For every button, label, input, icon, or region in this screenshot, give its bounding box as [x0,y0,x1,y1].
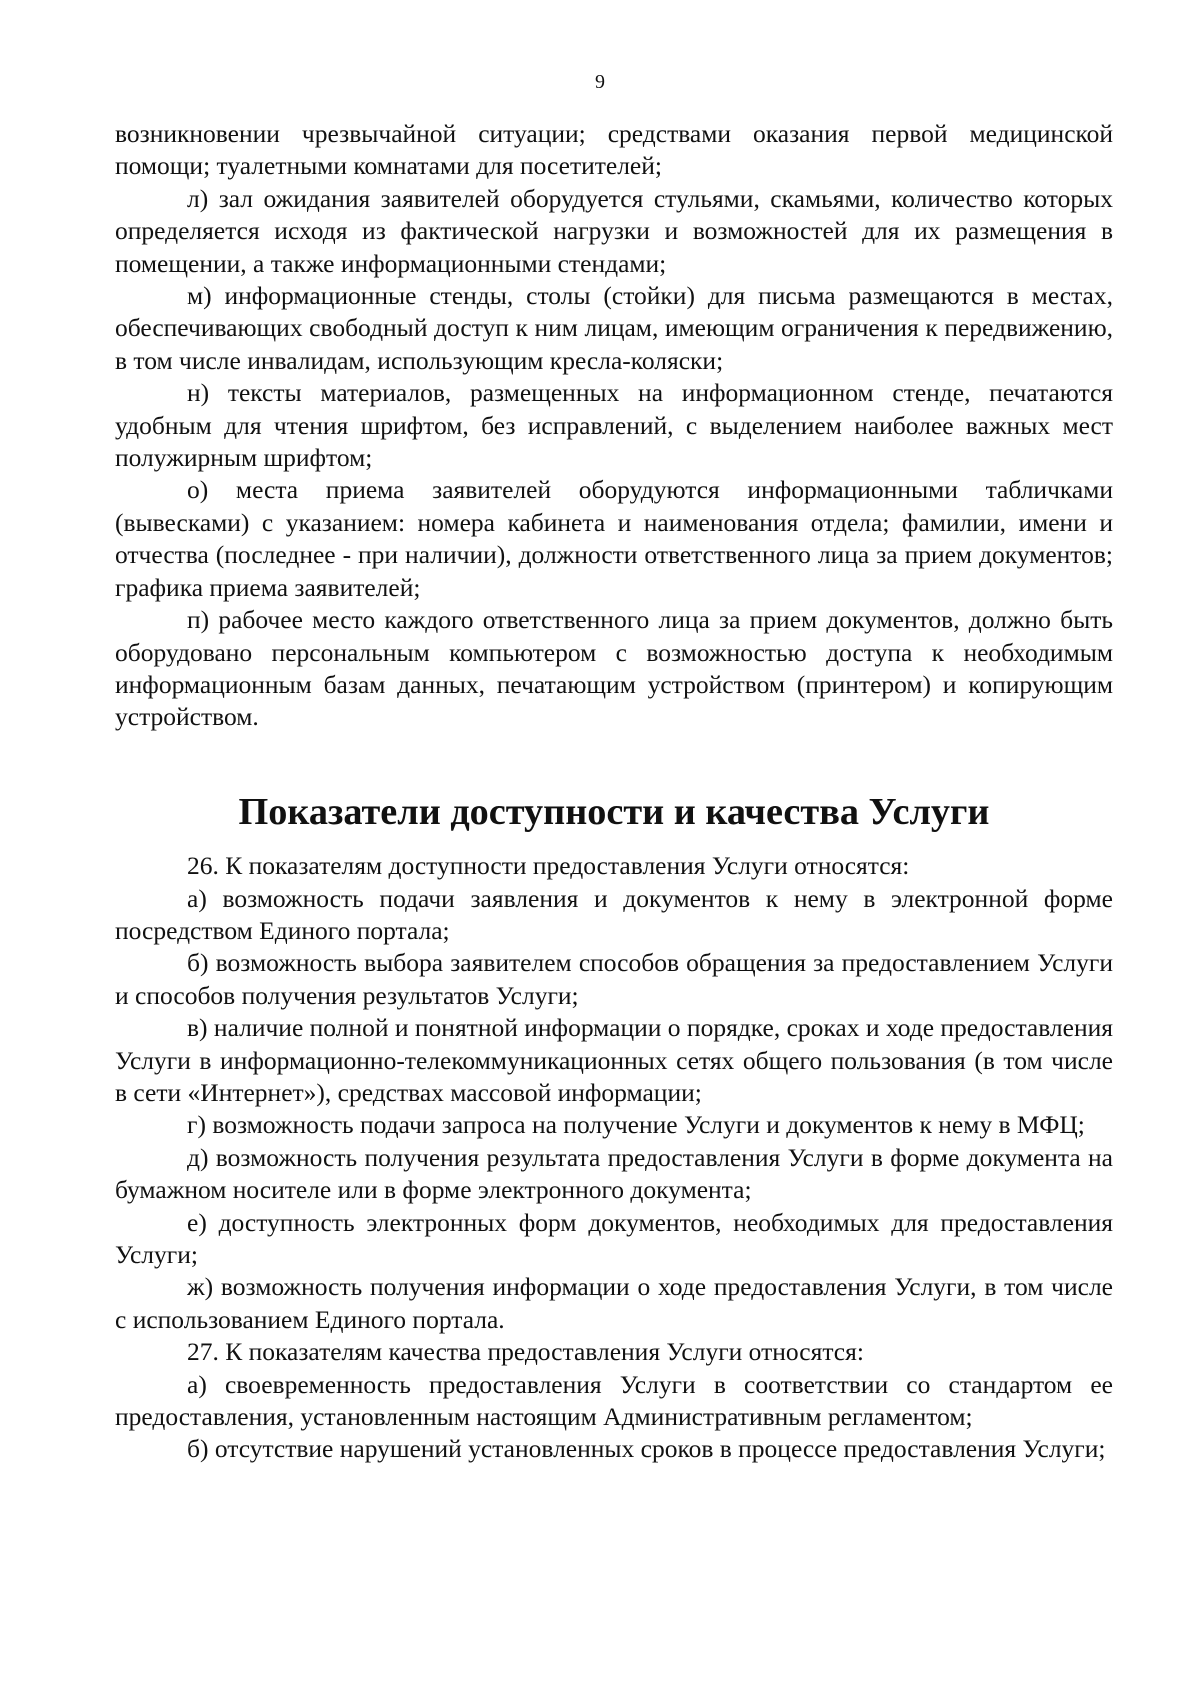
paragraph-item-n: н) тексты материалов, размещенных на информационном стенде, печатаются удобным для чтения шрифтом, без исправлений, с выделением наиболее важных мест полужирным шрифтом; [115,378,1113,473]
paragraph-item-zh: ж) возможность получения информации о ходе предоставления Услуги, в том числе с использованием Единого портала. [115,1272,1113,1334]
paragraph-item-a: а) своевременность предоставления Услуги в соответствии со стандартом ее предоставления, установленным настоящим Административным регламентом; [115,1369,1113,1432]
paragraph-item-d: д) возможность получения результата предоставления Услуги в форме документа на бумажном носителе или в форме электронного документа; [115,1142,1113,1205]
spacer [115,734,1113,796]
paragraph-item-p: п) рабочее место каждого ответственного лица за прием документов, должно быть оборудовано персональным компьютером с возможностью доступа к необходимым информационным базам данных, печатающим устройством (принтером) и копирующим устройством. [115,605,1113,732]
document-body [115,118,1113,1466]
paragraph-item-l: л) зал ожидания заявителей оборудуется стульями, скамьями, количество которых определяется исходя из фактической нагрузки и возможностей для их размещения в помещении, а также информационными стендами; [115,183,1113,278]
paragraph-item-m: м) информационные стенды, столы (стойки) для письма размещаются в местах, обеспечивающих свободный доступ к ним лицам, имеющим ограничения к передвижению, в том числе инвалидам, использующим кресла-коляски; [115,281,1113,375]
paragraph-clause-26: 26. К показателям доступности предоставления Услуги относятся: [187,851,910,881]
paragraph-item-o: о) места приема заявителей оборудуются информационными табличками (вывесками) с указанием: номера кабинета и наименования отдела; фамилии, имени и отчества (последнее - при наличии), должности ответственного лица за прием документов; графика приема заявителей; [115,475,1113,602]
section-heading: Показатели доступности и качества Услуги [238,790,990,833]
paragraph-item-v: в) наличие полной и понятной информации о порядке, сроках и ходе предоставления Услуги в информационно-телекоммуникационных сетях общего пользования (в том числе в сети «Интернет»), средствах массовой информации; [115,1013,1113,1107]
paragraph-clause-27: 27. К показателям качества предоставления Услуги относятся: [187,1337,864,1367]
paragraph-item-e: е) доступность электронных форм документов, необходимых для предоставления Услуги; [115,1207,1113,1269]
paragraph-item-b: б) возможность выбора заявителем способов обращения за предоставлением Услуги и способов получения результатов Услуги; [115,948,1113,1010]
paragraph-item-b: б) отсутствие нарушений установленных сроков в процессе предоставления Услуги; [187,1434,1106,1464]
paragraph-item-a: а) возможность подачи заявления и документов к нему в электронной форме посредством Единого портала; [115,883,1113,945]
page-number: 9 [595,71,605,93]
paragraph-item-g: г) возможность подачи запроса на получение Услуги и документов к нему в МФЦ; [187,1110,1085,1140]
paragraph-continuation: возникновении чрезвычайной ситуации; средствами оказания первой медицинской помощи; туалетными комнатами для посетителей; [115,119,1113,181]
